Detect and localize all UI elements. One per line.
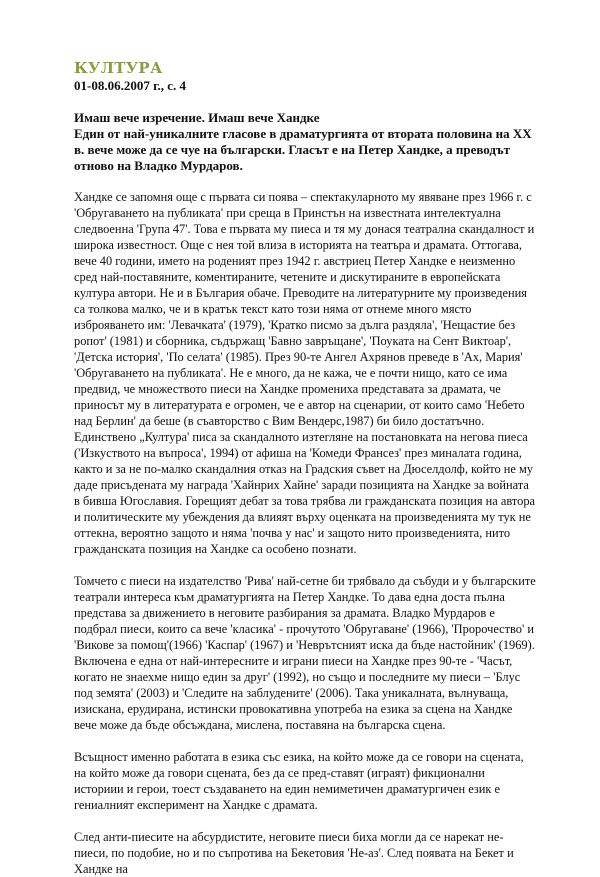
newspaper-masthead: КУЛТУРА: [74, 59, 163, 77]
article-paragraph-1: Хандке се запомня още с първата си поява – спектакуларното му явяване през 1966 г. с 'Обругаването на публиката' при среща в Принстън на известната интелектуална следвоенна 'Група 47'. Това е първата му пиеса и тя му донася театрална скандалност и широка известност. Още с нея той влиза в историята на театъра и драмата. Оттогава, вече 40 години, името на роденият през 1942 г. австриец Петер Хандке е неизменно сред най-поставяните, коментираните, четените и дискутираните в европейската култура автори. Не и в България обаче. Преводите на литературните му произведения са толкова малко, че и в кратък текст като този няма от отнеме много място изброяването им: 'Левачката' (1979), 'Кратко писмо за дълга раздяла', 'Нещастие без ропот' (1981) и сборника, съдържащ 'Бавно завръщане', 'Поуката на Сент Виктоар', 'Детска история', 'По селата' (1985). През 90-те Ангел Ахрянов преведе в 'Ах, Мария' 'Обругаването на публиката'. Не е много, да не кажа, че е почти нищо, като се има предвид, че множеството пиеси на Хандке промениха представата за драмата, че приносът му в литературата е огромен, че е автор на сценарии, от които само 'Небето над Берлин' да беше (в съавторство с Вим Вендерс,1987) би било достатъчно. Единствено „Култура' писа за скандалното изтегляне на постановката на негова пиеса ('Изкуството на въпроса', 1994) от афиша на 'Комеди Франсез' през миналата година, както и за не по-малко скандалния отказ на Градския съвет на Дюселдолф, който не му даде присъдената му награда 'Хайнрих Хайне' заради позицията на Хандке за войната в бивша Югославия. Горещият дебат за това трябва ли гражданската позиция на автора и политическите му убеждения да влияят върху оценката на произведенията му тук не оттекна, вероятно защото и няма 'почва у нас' и защото нито произведенията, нито гражданската позиция на Хандке са особено познати.: [74, 190, 536, 556]
article-subtitle: Един от най-уникалните гласове в драматургията от втората половина на ХХ в. вече може да се чуе на български. Гласът е на Петер Хандке, а преводът отново на Владко Мурдаров.: [74, 126, 532, 173]
article-title: Имаш вече изречение. Имаш вече Хандке: [74, 110, 320, 125]
article-paragraph-2: Томчето с пиеси на издателство 'Рива' най-сетне би трябвало да събуди и у българските театрали интереса към драматургията на Петер Хандке. То дава една доста пълна представа за движението в неговите разбирания за драмата. Владко Мурдаров е подбрал пиеси, които са вече 'класика' - прочутото 'Обругаване' (1966), 'Пророчество' и 'Викове за помощ'(1966) 'Каспар' (1967) и 'Неврътсният иска да бъде настойник' (1969). Включена е една от най-интересните и играни пиеси на Хандке през 90-те - 'Часът, когато не знаехме нищо един за друг' (1992), но също и последните му пиеси – 'Блус под земята' (2003) и 'Следите на заблудените' (2006). Така уникалната, вълнуваща, изискана, ерудирана, истински провокативна употреба на езика за сцена на Хандке вече може да бъде обсъждана, мислена, поставяна на българска сцена.: [74, 574, 536, 732]
issue-date-page: 01-08.06.2007 г., с. 4: [74, 78, 187, 93]
article-paragraph-4: След анти-пиесите на абсурдистите, неговите пиеси биха могли да се нарекат не-пиеси, по подобие, но и по съпротива на Бекетовия 'Не-аз'. След появата на Бекет и Хандке на: [74, 830, 514, 876]
article-paragraph-3: Всъщност именно работата в езика със езика, на който може да се говори на сцената, на който може да говори сцената, без да се пред-ставят (играят) фикционални историии и герои, тоест създаването на един немиметичен драматургичен език е гениалният експеримент на Хандке с драмата.: [74, 750, 524, 812]
article-headline: [74, 110, 536, 174]
